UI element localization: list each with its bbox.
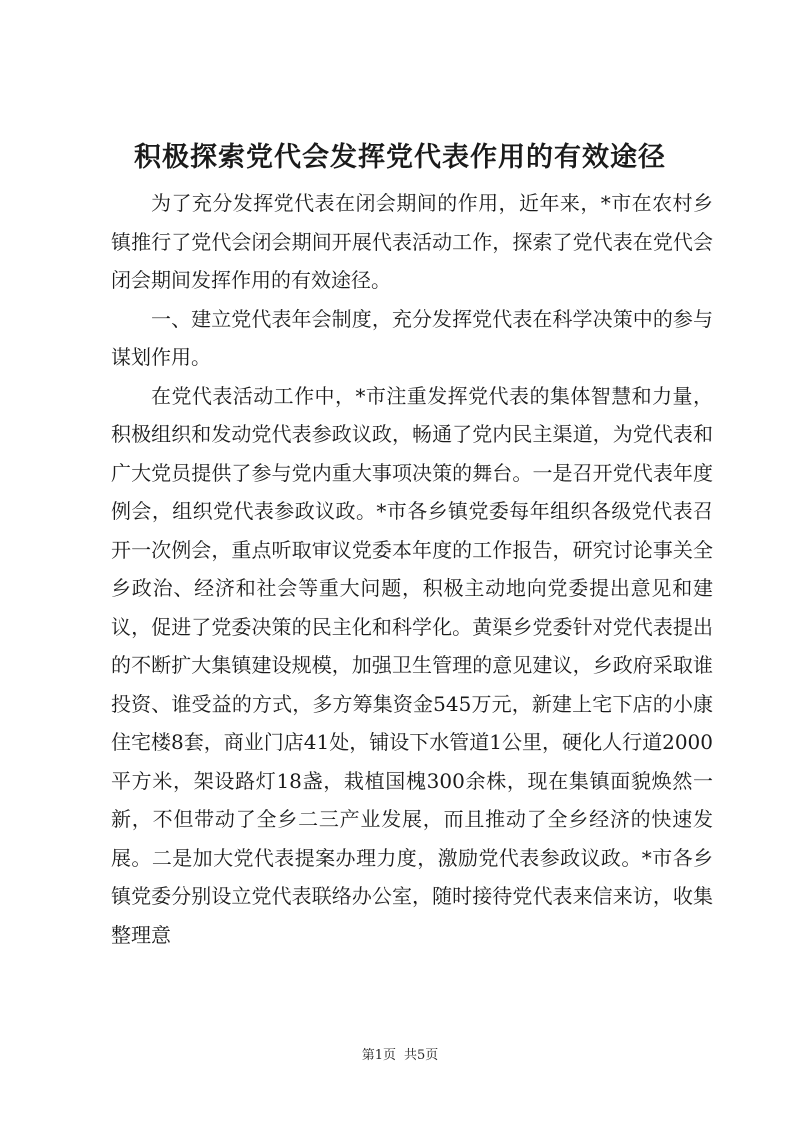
page-footer: [0, 1047, 800, 1065]
paragraph-intro: 为了充分发挥党代表在闭会期间的作用，近年来，*市在农村乡镇推行了党代会闭会期间开展代表活动工作，探索了党代表在党代会闭会期间发挥作用的有效途径。: [111, 191, 713, 292]
paragraph-section-heading: 一、建立党代表年会制度，充分发挥党代表在科学决策中的参与谋划作用。: [111, 306, 713, 369]
paragraph-main: 在党代表活动工作中，*市注重发挥党代表的集体智慧和力量，积极组织和发动党代表参政议政，畅通了党内民主渠道，为党代表和广大党员提供了参与党内重大事项决策的舞台。一是召开党代表年度例会，组织党代表参政议政。*市各乡镇党委每年组织各级党代表召开一次例会，重点听取审议党委本年度的工作报告，研究讨论事关全乡政治、经济和社会等重大问题，积极主动地向党委提出意见和建议，促进了党委决策的民主化和科学化。黄渠乡党委针对党代表提出的不断扩大集镇建设规模，加强卫生管理的意见建议，乡政府采取谁投资、谁受益的方式，多方筹集资金545万元，新建上宅下店的小康住宅楼8套，商业门店41处，铺设下水管道1公里，硬化人行道2000平方米，架设路灯18盏，栽植国槐300余株，现在集镇面貌焕然一新，不但带动了全乡二三产业发展，而且推动了全乡经济的快速发展。二是加大党代表提案办理力度，激励党代表参政议政。*市各乡镇党委分别设立党代表联络办公室，随时接待党代表来信来访，收集整理意: [111, 383, 713, 947]
document-title: 积极探索党代会发挥党代表作用的有效途径: [134, 142, 666, 173]
document-body: [111, 184, 713, 954]
page-total: 共5页: [404, 1048, 439, 1063]
page-number: 第1页: [361, 1048, 396, 1063]
